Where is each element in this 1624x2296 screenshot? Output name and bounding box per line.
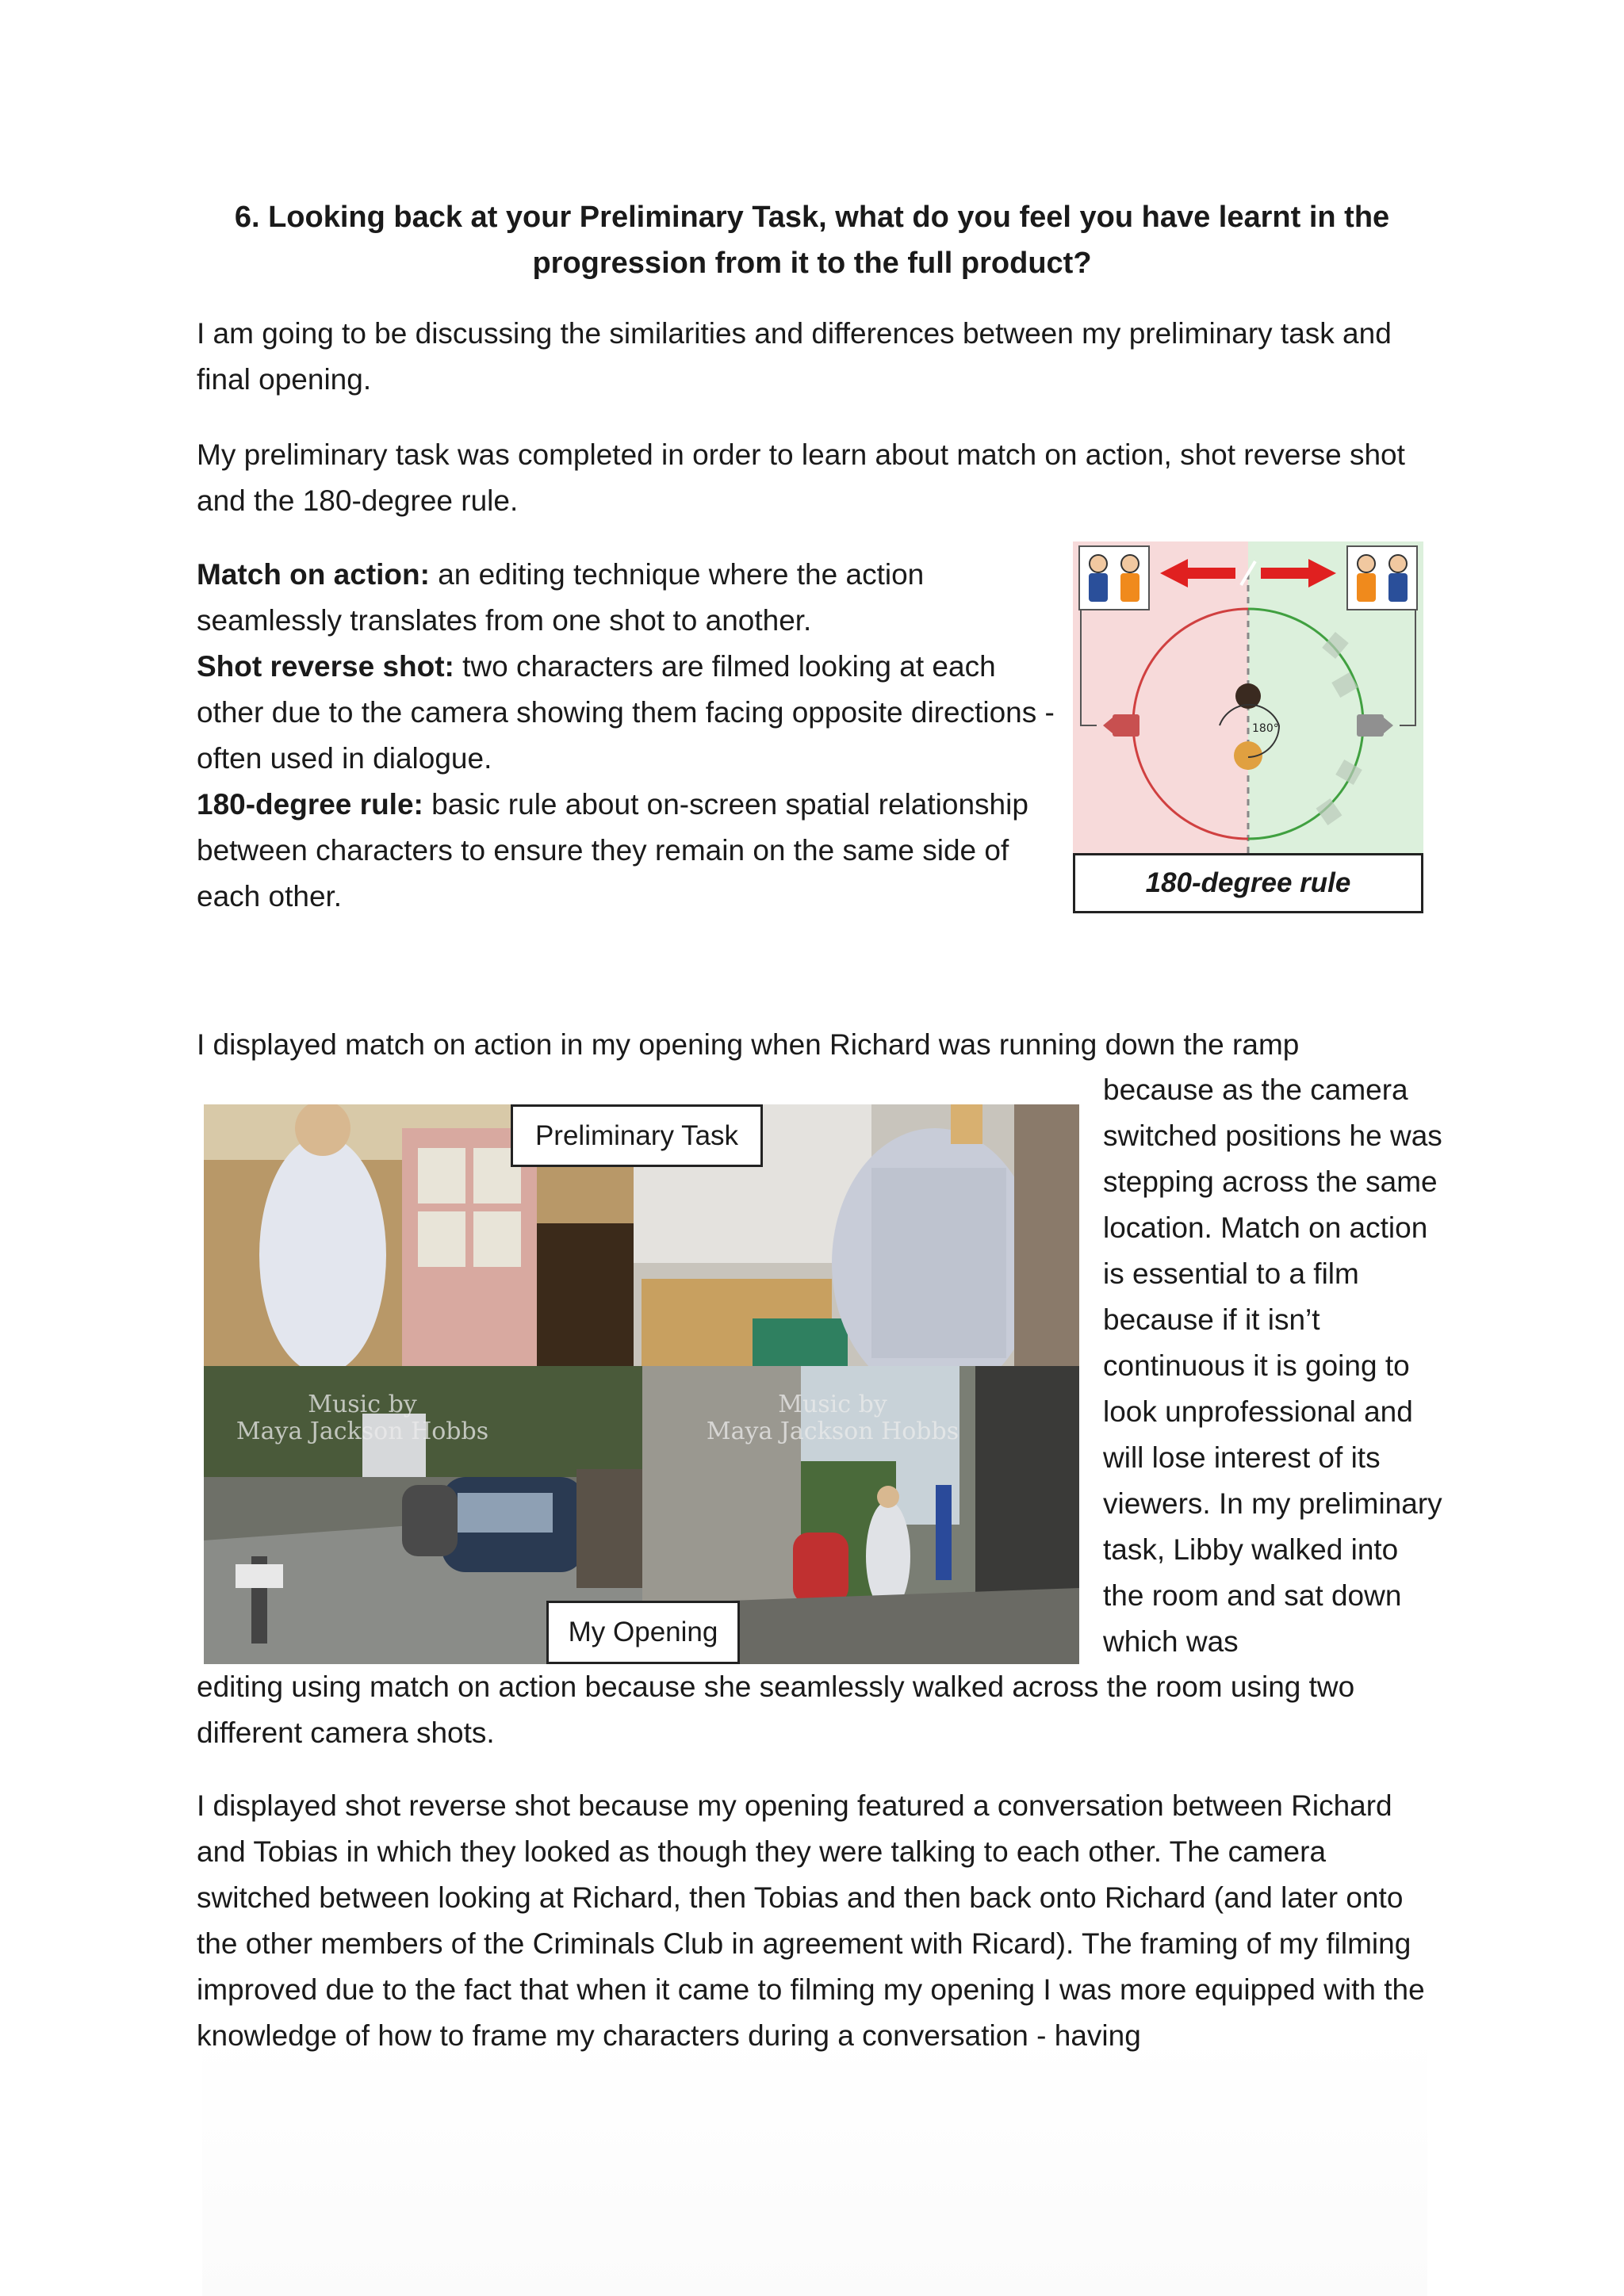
preliminary-paragraph: My preliminary task was completed in order to learn about match on action, shot reverse shot and the 180-degree rule. [197, 438, 1405, 517]
preliminary-task-label: Preliminary Task [511, 1104, 763, 1167]
heading-line-1: 6. Looking back at your Preliminary Task, what do you feel you have learnt in the [234, 201, 1390, 234]
heading-line-2: progression from it to the full product? [532, 247, 1092, 280]
match-on-action-intro: I displayed match on action in my opening when Richard was running down the ramp [197, 1028, 1300, 1061]
my-opening-label: My Opening [546, 1601, 740, 1664]
watermark-right: Music by Maya Jackson Hobbs [706, 1391, 959, 1445]
match-on-action-side-text: because as the camera switched positions he was stepping across the same location. Match on action is essential to a film because if it isn’t continuous it is going to look unprofessional and will lose interest of its viewers. In my preliminary task, Libby walked into the room and sat down which was [1103, 1073, 1442, 1658]
definition-180-degree-rule: 180-degree rule: basic rule about on-screen spatial relationship between characters to ensure they remain on the same side of each other. [197, 788, 1028, 913]
angle-label: 180° [1252, 722, 1279, 735]
diagram-caption: 180-degree rule [1073, 853, 1423, 913]
watermark-left: Music by Maya Jackson Hobbs [236, 1391, 489, 1445]
intro-paragraph: I am going to be discussing the similarities and differences between my preliminary task and final opening. [197, 317, 1392, 396]
definitions-list [197, 552, 1061, 920]
screenshot-collage [204, 1104, 1079, 1664]
page-shadow [202, 2030, 1427, 2296]
match-on-action-continuation: editing using match on action because she seamlessly walked across the room using two different camera shots. [197, 1670, 1355, 1749]
definition-shot-reverse-shot: Shot reverse shot: two characters are filmed looking at each other due to the camera showing them facing opposite directions - often used in dialogue. [197, 650, 1055, 775]
definition-match-on-action: Match on action: an editing technique where the action seamlessly translates from one shot to another. [197, 558, 925, 637]
shot-reverse-shot-paragraph: I displayed shot reverse shot because my opening featured a conversation between Richard and Tobias in which they looked as though they were talking to each other. The camera switched between looking at Richard, then Tobias and then back onto Richard (and later onto the other members of the Criminals Club in agreement with Ricard). The framing of my filming improved due to the fact that when it came to filming my opening I was more equipped with the knowledge of how to frame my characters during a conversation - having [197, 1789, 1425, 2052]
question-heading [198, 194, 1426, 286]
180-degree-rule-diagram [1073, 541, 1423, 853]
